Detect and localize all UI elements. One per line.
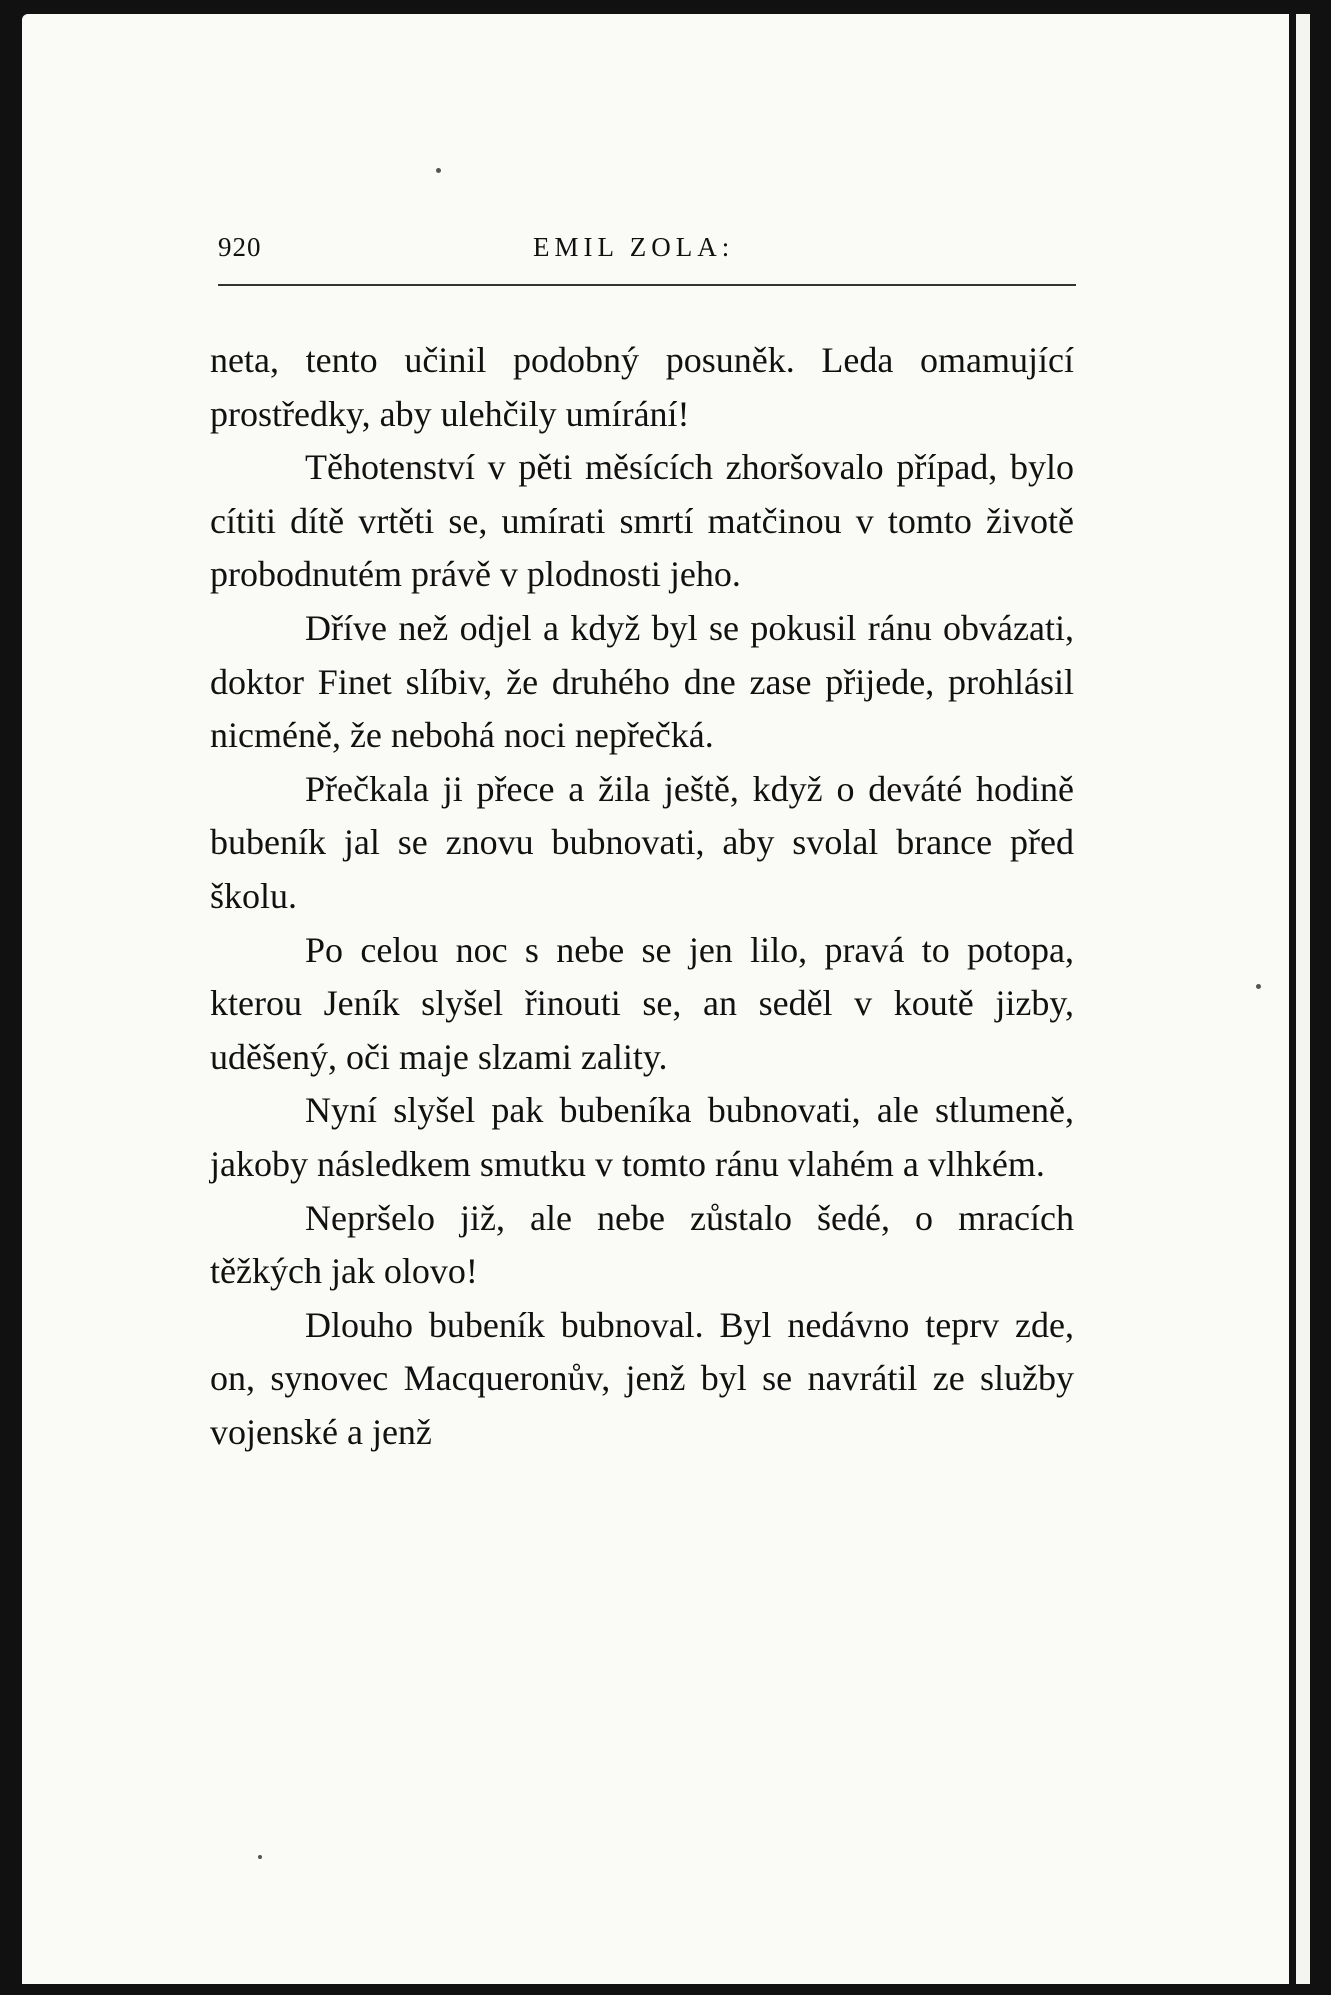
paragraph: Těhotenství v pěti měsících zhoršovalo případ, bylo cítiti dítě vrtěti se, umírati smrtí matčinou v tomto životě probodnutém právě v plodnosti jeho. [210,447,1074,595]
page-header [218,232,1078,272]
body-text [210,334,1074,1459]
header-rule [218,284,1076,286]
paragraph: neta, tento učinil podobný posuněk. Leda omamující prostředky, aby ulehčily umírání! [210,340,1074,434]
paragraph: Dlouho bubeník bubnoval. Byl nedávno teprv zde, on, synovec Macqueronův, jenž byl se navrátil ze služby vojenské a jenž [210,1304,1074,1452]
speck-mark [1256,984,1261,989]
page-number: 920 [218,232,262,262]
paragraph: Nepršelo již, ale nebe zůstalo šedé, o mracích těžkých jak olovo! [210,1197,1074,1292]
paragraph: Nyní slyšel pak bubeníka bubnovati, ale stlumeně, jakoby následkem smutku v tomto ránu vlahém a vlhkém. [210,1090,1074,1184]
running-head: EMIL ZOLA: [533,232,735,262]
paragraph: Po celou noc s nebe se jen lilo, pravá to potopa, kterou Jeník slyšel řinouti se, an seděl v koutě jizby, uděšený, oči maje slzami zality. [210,929,1074,1077]
paragraph: Přečkala ji přece a žila ještě, když o deváté hodině bubeník jal se znovu bubnovati, aby svolal brance před školu. [210,768,1074,916]
speck-mark [258,1855,262,1859]
speck-mark [436,168,441,173]
page-edge [1296,14,1310,1984]
paragraph: Dříve než odjel a když byl se pokusil ránu obvázati, doktor Finet slíbiv, že druhého dne zase přijede, prohlásil nicméně, že nebohá noci nepřečká. [210,607,1074,756]
